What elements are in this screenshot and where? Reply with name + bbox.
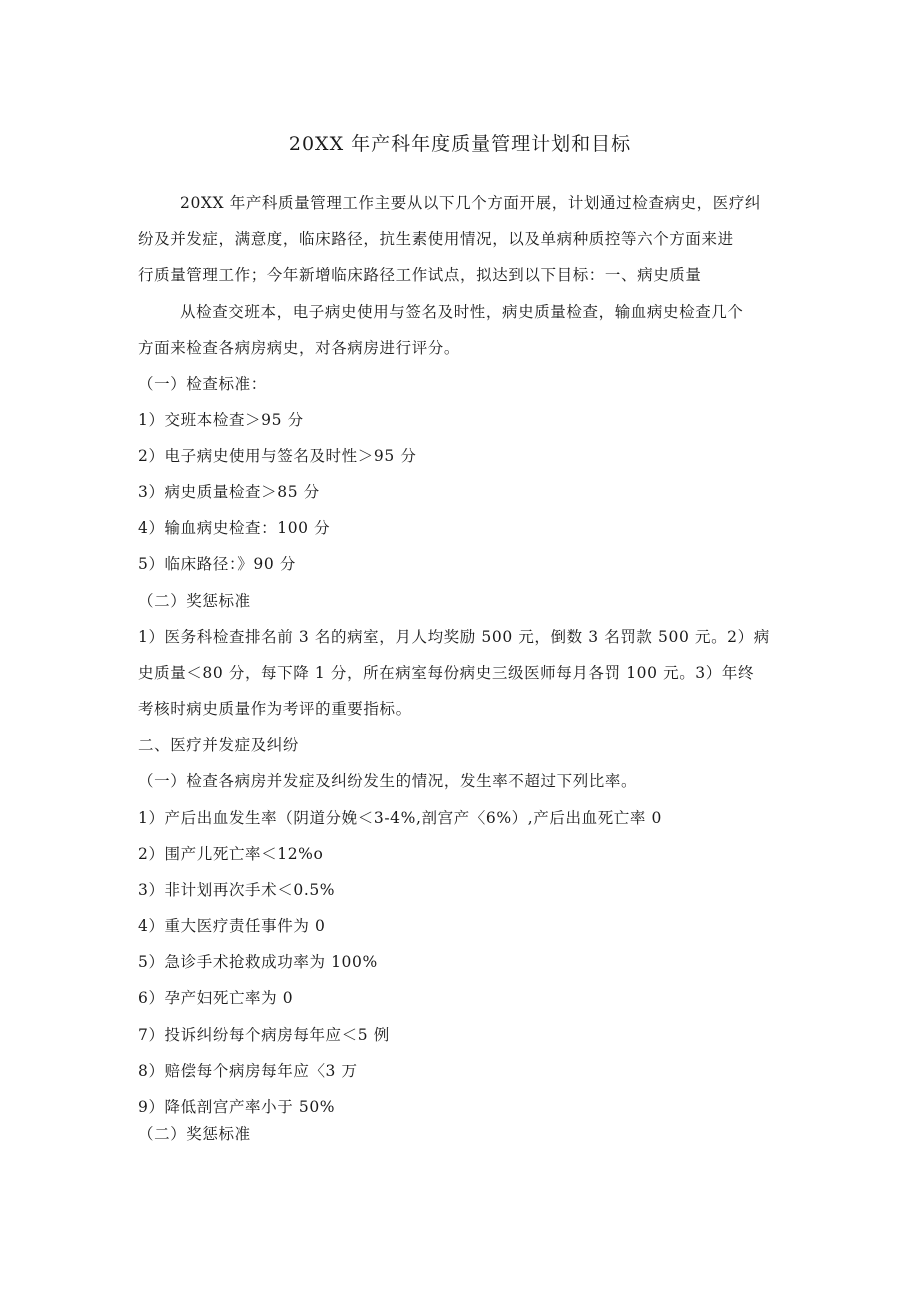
list-item: 3）非计划再次手术＜0.5% — [138, 881, 336, 899]
list-item: 7）投诉纠纷每个病房每年应＜5 例 — [138, 1026, 390, 1044]
paragraph-line: 行质量管理工作；今年新增临床路径工作试点，拟达到以下目标：一、病史质量 — [138, 266, 702, 284]
section-heading: 二、医疗并发症及纠纷 — [138, 736, 300, 754]
list-item: 6）孕产妇死亡率为 0 — [138, 989, 294, 1007]
paragraph-line: 考核时病史质量作为考评的重要指标。 — [138, 700, 412, 718]
paragraph-line: 史质量＜80 分，每下降 1 分，所在病室每份病史三级医师每月各罚 100 元。3）年终 — [138, 664, 755, 682]
list-item: 8）赔偿每个病房每年应〈3 万 — [138, 1062, 358, 1080]
list-item: 5）临床路径：》90 分 — [138, 555, 296, 573]
paragraph-line: 20XX 年产科质量管理工作主要从以下几个方面开展，计划通过检查病史，医疗纠 — [180, 194, 762, 212]
paragraph-line: 1）医务科检查排名前 3 名的病室，月人均奖励 500 元，倒数 3 名罚款 500 元。2）病 — [138, 628, 770, 646]
paragraph-line: 从检查交班本，电子病史使用与签名及时性，病史质量检查，输血病史检查几个 — [180, 303, 744, 321]
section-heading: （一）检查各病房并发症及纠纷发生的情况，发生率不超过下列比率。 — [138, 772, 638, 790]
list-item: 4）重大医疗责任事件为 0 — [138, 917, 326, 935]
paragraph-line: 纷及并发症，满意度，临床路径，抗生素使用情况，以及单病种质控等六个方面来进 — [138, 230, 734, 248]
section-heading: （一）检查标准： — [138, 375, 267, 393]
section-heading: （二）奖惩标准 — [138, 592, 251, 610]
document-title: 20XX 年产科年度质量管理计划和目标 — [288, 133, 632, 155]
list-item: 2）电子病史使用与签名及时性＞95 分 — [138, 447, 417, 465]
section-heading: （二）奖惩标准 — [138, 1125, 251, 1143]
list-item: 2）围产儿死亡率＜12%o — [138, 845, 324, 863]
list-item: 4）输血病史检查：100 分 — [138, 519, 331, 537]
list-item: 9）降低剖宫产率小于 50% — [138, 1098, 336, 1116]
list-item: 5）急诊手术抢救成功率为 100% — [138, 953, 378, 971]
paragraph-line: 方面来检查各病房病史，对各病房进行评分。 — [138, 339, 461, 357]
list-item: 1）产后出血发生率（阴道分娩＜3-4%,剖宫产〈6%）,产后出血死亡率 0 — [138, 809, 662, 827]
list-item: 1）交班本检查＞95 分 — [138, 411, 304, 429]
list-item: 3）病史质量检查＞85 分 — [138, 483, 320, 501]
